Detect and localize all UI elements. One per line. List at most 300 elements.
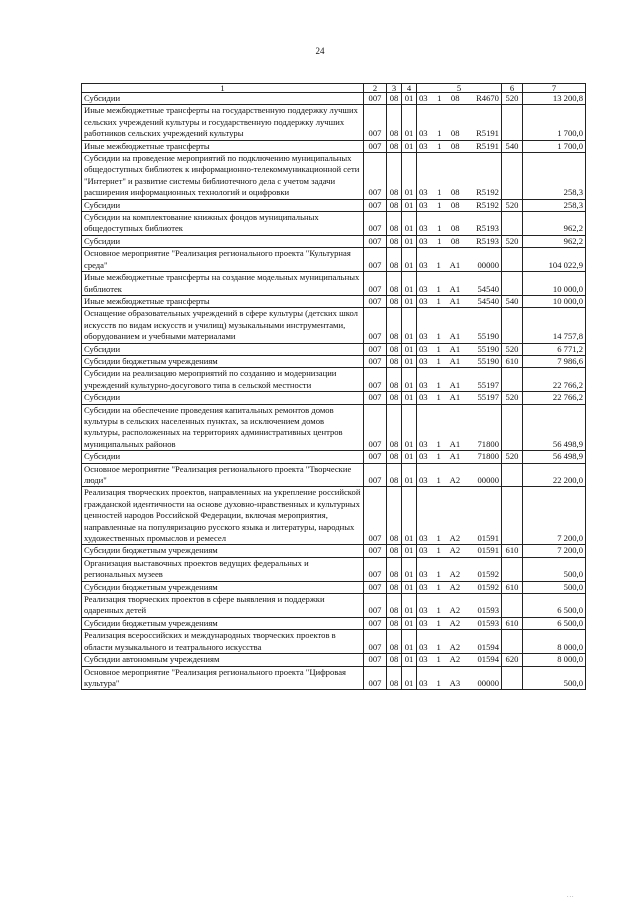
row-amount: 6 500,0 — [523, 594, 586, 618]
target-article-part: 1 — [436, 438, 441, 449]
row-code-ministry: 007 — [364, 594, 387, 618]
row-name: Реализация творческих проектов, направленных на укрепление российской гражданской идентичности на основе духовно-нравственных и культурных ценностей народов Российской Федерации, включая мероприятия, направленные на популяризацию русского языка и литературы, народных художественных промыслов и ремесел — [82, 487, 364, 545]
row-target-article — [417, 140, 502, 152]
target-article-part: 03 — [419, 93, 428, 103]
table-row — [82, 617, 586, 629]
target-article-part: 01592 — [477, 569, 499, 580]
row-target-article — [417, 93, 502, 105]
row-code-subsection: 01 — [402, 355, 417, 367]
row-amount: 10 000,0 — [523, 295, 586, 307]
row-code-subsection: 01 — [402, 392, 417, 404]
target-article-part: 03 — [419, 605, 428, 616]
table-row — [82, 463, 586, 487]
target-article-part: R5193 — [476, 223, 499, 234]
row-amount: 7 986,6 — [523, 355, 586, 367]
row-target-article — [417, 295, 502, 307]
row-code-ministry: 007 — [364, 451, 387, 463]
row-code-subsection: 01 — [402, 617, 417, 629]
row-target-article — [417, 272, 502, 296]
table-row — [82, 630, 586, 654]
target-article-part: 03 — [419, 199, 428, 210]
target-article-part: 03 — [419, 235, 428, 246]
row-name: Реализация творческих проектов в сфере выявления и поддержки одаренных детей — [82, 594, 364, 618]
target-article-parts — [417, 451, 501, 462]
budget-table — [81, 83, 586, 690]
target-article-part: A1 — [449, 451, 461, 462]
table-row — [82, 368, 586, 392]
row-amount: 56 498,9 — [523, 404, 586, 451]
header-cell: 1 — [82, 84, 364, 93]
target-article-part: R5191 — [476, 140, 499, 151]
row-code-section: 08 — [387, 617, 402, 629]
target-article-part: 1 — [436, 475, 441, 485]
row-expense-type — [502, 630, 523, 654]
target-article-part: 1 — [436, 533, 441, 544]
row-expense-type: 610 — [502, 355, 523, 367]
target-article-part: 03 — [419, 677, 428, 688]
target-article-part: R5193 — [476, 235, 499, 246]
target-article-part: 1 — [436, 259, 441, 270]
row-target-article — [417, 617, 502, 629]
target-article-part: 1 — [436, 677, 441, 688]
row-code-subsection: 01 — [402, 463, 417, 487]
row-code-ministry: 007 — [364, 355, 387, 367]
table-row — [82, 199, 586, 211]
row-amount: 6 500,0 — [523, 617, 586, 629]
target-article-part: 1 — [436, 283, 441, 294]
row-code-ministry: 007 — [364, 212, 387, 236]
row-name: Субсидии на проведение мероприятий по подключению муниципальных общедоступных библиотек к информационно-телекоммуникационной сети "Интернет" и развитие системы библиотечного дела с учетом задачи расширения информационных технологий и оцифровки — [82, 153, 364, 200]
table-row — [82, 308, 586, 343]
row-name: Основное мероприятие "Реализация регионального проекта "Культурная среда" — [82, 248, 364, 272]
row-expense-type — [502, 212, 523, 236]
table-row — [82, 487, 586, 545]
row-amount: 22 766,2 — [523, 392, 586, 404]
row-code-ministry: 007 — [364, 581, 387, 593]
row-code-ministry: 007 — [364, 199, 387, 211]
row-expense-type: 620 — [502, 654, 523, 666]
row-target-article — [417, 212, 502, 236]
row-code-subsection: 01 — [402, 368, 417, 392]
row-expense-type — [502, 308, 523, 343]
row-name: Субсидии — [82, 451, 364, 463]
target-article-parts — [417, 200, 501, 211]
target-article-part: 08 — [450, 140, 460, 151]
target-article-part: 1 — [436, 617, 441, 628]
row-expense-type — [502, 594, 523, 618]
row-target-article — [417, 666, 502, 690]
row-name: Субсидии — [82, 343, 364, 355]
row-code-section: 08 — [387, 630, 402, 654]
target-article-part: A2 — [449, 605, 461, 616]
row-code-section: 08 — [387, 212, 402, 236]
row-amount: 8 000,0 — [523, 654, 586, 666]
table-row — [82, 654, 586, 666]
table-row — [82, 140, 586, 152]
target-article-part: A2 — [449, 533, 461, 544]
target-article-parts — [417, 569, 501, 580]
row-code-ministry: 007 — [364, 666, 387, 690]
row-target-article — [417, 308, 502, 343]
target-article-part: 01591 — [477, 545, 499, 556]
target-article-part: A2 — [449, 617, 461, 628]
header-cell: 7 — [523, 84, 586, 93]
row-expense-type: 610 — [502, 545, 523, 557]
row-amount: 56 498,9 — [523, 451, 586, 463]
target-article-parts — [417, 331, 501, 342]
row-code-subsection: 01 — [402, 93, 417, 105]
header-cell: 3 — [387, 84, 402, 93]
target-article-part: A1 — [449, 379, 461, 390]
row-name: Иные межбюджетные трансферты — [82, 295, 364, 307]
target-article-part: 1 — [437, 140, 442, 151]
header-cell: 2 — [364, 84, 387, 93]
target-article-part: A1 — [449, 331, 461, 342]
target-article-part: 03 — [419, 379, 428, 390]
row-code-ministry: 007 — [364, 654, 387, 666]
row-expense-type — [502, 248, 523, 272]
row-expense-type: 520 — [502, 93, 523, 105]
row-code-subsection: 01 — [402, 295, 417, 307]
row-expense-type — [502, 463, 523, 487]
target-article-part: 1 — [437, 187, 442, 198]
row-expense-type: 520 — [502, 392, 523, 404]
row-amount: 7 200,0 — [523, 545, 586, 557]
row-amount: 14 757,8 — [523, 308, 586, 343]
row-expense-type: 520 — [502, 199, 523, 211]
target-article-part: 03 — [419, 392, 428, 403]
row-target-article — [417, 343, 502, 355]
page-number: 24 — [315, 46, 325, 56]
target-article-parts — [417, 642, 501, 653]
row-code-section: 08 — [387, 199, 402, 211]
row-name: Иные межбюджетные трансферты — [82, 140, 364, 152]
row-expense-type: 540 — [502, 295, 523, 307]
target-article-part: 03 — [419, 475, 428, 485]
row-target-article — [417, 545, 502, 557]
header-cell: 4 — [402, 84, 417, 93]
row-code-ministry: 007 — [364, 368, 387, 392]
target-article-part: A2 — [449, 581, 461, 592]
target-article-parts — [417, 618, 501, 629]
target-article-part: R4670 — [476, 93, 499, 103]
row-code-subsection: 01 — [402, 343, 417, 355]
table-row — [82, 153, 586, 200]
row-code-ministry: 007 — [364, 630, 387, 654]
table-row — [82, 392, 586, 404]
row-code-subsection: 01 — [402, 557, 417, 581]
target-article-part: 55190 — [477, 331, 499, 342]
target-article-part: 03 — [419, 223, 428, 234]
target-article-part: 03 — [419, 187, 428, 198]
row-target-article — [417, 630, 502, 654]
target-article-part: R5192 — [476, 187, 499, 198]
target-article-part: 1 — [437, 199, 442, 210]
target-article-part: 1 — [436, 331, 441, 342]
target-article-part: 55197 — [477, 379, 499, 390]
row-code-subsection: 01 — [402, 654, 417, 666]
row-amount: 6 771,2 — [523, 343, 586, 355]
target-article-part: 03 — [419, 581, 428, 592]
target-article-part: 03 — [419, 545, 428, 556]
target-article-part: 03 — [419, 438, 428, 449]
row-code-subsection: 01 — [402, 666, 417, 690]
row-code-subsection: 01 — [402, 487, 417, 545]
table-row — [82, 248, 586, 272]
row-code-ministry: 007 — [364, 140, 387, 152]
row-code-section: 08 — [387, 487, 402, 545]
target-article-part: 08 — [450, 187, 460, 198]
row-name: Субсидии бюджетным учреждениям — [82, 355, 364, 367]
row-target-article — [417, 404, 502, 451]
target-article-part: 03 — [419, 569, 428, 580]
row-target-article — [417, 654, 502, 666]
target-article-part: 55190 — [477, 343, 499, 354]
target-article-part: 08 — [450, 93, 460, 103]
row-code-subsection: 01 — [402, 451, 417, 463]
row-code-ministry: 007 — [364, 93, 387, 105]
target-article-part: 54540 — [477, 283, 499, 294]
target-article-part: 1 — [436, 569, 441, 580]
row-target-article — [417, 368, 502, 392]
target-article-part: 01591 — [477, 533, 499, 544]
row-code-ministry: 007 — [364, 308, 387, 343]
row-name: Субсидии бюджетным учреждениям — [82, 617, 364, 629]
target-article-part: R5191 — [476, 128, 499, 139]
row-amount: 1 700,0 — [523, 105, 586, 140]
target-article-part: 1 — [436, 355, 441, 366]
target-article-part: A1 — [449, 259, 461, 270]
row-code-subsection: 01 — [402, 308, 417, 343]
row-expense-type: 610 — [502, 617, 523, 629]
table-row — [82, 343, 586, 355]
row-amount: 962,2 — [523, 235, 586, 247]
row-code-section: 08 — [387, 557, 402, 581]
row-amount: 258,3 — [523, 199, 586, 211]
target-article-parts — [417, 545, 501, 556]
row-code-subsection: 01 — [402, 594, 417, 618]
row-code-section: 08 — [387, 463, 402, 487]
row-expense-type — [502, 666, 523, 690]
row-amount: 500,0 — [523, 581, 586, 593]
row-expense-type — [502, 105, 523, 140]
target-article-part: A2 — [449, 545, 461, 556]
target-article-part: 1 — [437, 223, 442, 234]
row-amount: 962,2 — [523, 212, 586, 236]
row-amount: 8 000,0 — [523, 630, 586, 654]
table-row — [82, 235, 586, 247]
row-name: Субсидии на реализацию мероприятий по созданию и модернизации учреждений культурно-досугового типа в сельской местности — [82, 368, 364, 392]
row-name: Субсидии на комплектование книжных фондов муниципальных общедоступных библиотек — [82, 212, 364, 236]
row-code-ministry: 007 — [364, 463, 387, 487]
target-article-part: 08 — [450, 235, 460, 246]
target-article-parts — [417, 223, 501, 234]
table-row — [82, 545, 586, 557]
row-amount: 22 200,0 — [523, 463, 586, 487]
row-name: Субсидии бюджетным учреждениям — [82, 545, 364, 557]
row-expense-type — [502, 557, 523, 581]
target-article-parts — [417, 236, 501, 247]
row-target-article — [417, 355, 502, 367]
target-article-parts — [417, 296, 501, 307]
target-article-parts — [417, 439, 501, 450]
row-target-article — [417, 248, 502, 272]
table-header-row — [82, 84, 586, 93]
row-code-subsection: 01 — [402, 630, 417, 654]
target-article-parts — [417, 582, 501, 593]
table-row — [82, 295, 586, 307]
target-article-part: 01592 — [477, 581, 499, 592]
target-article-part: 03 — [419, 343, 428, 354]
row-code-section: 08 — [387, 404, 402, 451]
table-row — [82, 212, 586, 236]
row-name: Субсидии — [82, 235, 364, 247]
row-name: Организация выставочных проектов ведущих федеральных и региональных музеев — [82, 557, 364, 581]
row-code-section: 08 — [387, 392, 402, 404]
target-article-parts — [417, 605, 501, 616]
row-target-article — [417, 463, 502, 487]
target-article-parts — [417, 533, 501, 544]
row-expense-type — [502, 368, 523, 392]
target-article-part: 1 — [436, 581, 441, 592]
row-code-ministry: 007 — [364, 235, 387, 247]
row-code-section: 08 — [387, 272, 402, 296]
row-code-section: 08 — [387, 594, 402, 618]
target-article-part: 1 — [436, 343, 441, 354]
target-article-part: A1 — [449, 392, 461, 403]
target-article-part: 01593 — [477, 617, 499, 628]
target-article-part: A1 — [449, 295, 461, 306]
row-code-ministry: 007 — [364, 105, 387, 140]
target-article-parts — [417, 344, 501, 355]
row-expense-type: 540 — [502, 140, 523, 152]
target-article-part: 03 — [419, 654, 428, 665]
target-article-part: 1 — [436, 654, 441, 665]
target-article-part: A1 — [449, 283, 461, 294]
target-article-part: 1 — [437, 93, 442, 103]
row-target-article — [417, 581, 502, 593]
table-row — [82, 93, 586, 105]
target-article-part: 00000 — [477, 259, 499, 270]
row-target-article — [417, 451, 502, 463]
target-article-part: 55190 — [477, 355, 499, 366]
target-article-part: 03 — [419, 259, 428, 270]
row-name: Субсидии — [82, 93, 364, 105]
footer-mark: ... — [567, 893, 575, 899]
target-article-part: 1 — [436, 295, 441, 306]
target-article-part: 03 — [419, 295, 428, 306]
table-row — [82, 666, 586, 690]
row-expense-type — [502, 272, 523, 296]
table-row — [82, 581, 586, 593]
target-article-parts — [417, 93, 501, 104]
table-row — [82, 272, 586, 296]
row-name: Иные межбюджетные трансферты на создание модельных муниципальных библиотек — [82, 272, 364, 296]
target-article-parts — [417, 187, 501, 198]
target-article-part: 1 — [436, 641, 441, 652]
row-amount: 500,0 — [523, 666, 586, 690]
target-article-parts — [417, 284, 501, 295]
target-article-part: 00000 — [477, 677, 499, 688]
target-article-part: 01594 — [477, 654, 499, 665]
target-article-part: 1 — [436, 545, 441, 556]
target-article-part: A2 — [449, 569, 461, 580]
row-code-ministry: 007 — [364, 153, 387, 200]
row-code-ministry: 007 — [364, 404, 387, 451]
target-article-parts — [417, 380, 501, 391]
row-name: Субсидии автономным учреждениям — [82, 654, 364, 666]
row-code-section: 08 — [387, 355, 402, 367]
table-row — [82, 557, 586, 581]
target-article-part: A1 — [449, 438, 461, 449]
target-article-part: A2 — [449, 654, 461, 665]
target-article-part: A3 — [449, 677, 461, 688]
row-amount: 104 022,9 — [523, 248, 586, 272]
target-article-part: 01594 — [477, 641, 499, 652]
target-article-part: 00000 — [477, 475, 499, 485]
table-row — [82, 404, 586, 451]
row-code-ministry: 007 — [364, 343, 387, 355]
row-code-subsection: 01 — [402, 235, 417, 247]
row-code-section: 08 — [387, 451, 402, 463]
target-article-part: 1 — [436, 605, 441, 616]
target-article-part: 1 — [436, 392, 441, 403]
target-article-parts — [417, 678, 501, 689]
row-target-article — [417, 594, 502, 618]
row-code-subsection: 01 — [402, 212, 417, 236]
target-article-parts — [417, 392, 501, 403]
row-code-section: 08 — [387, 545, 402, 557]
target-article-part: 08 — [450, 128, 460, 139]
row-name: Иные межбюджетные трансферты на государственную поддержку лучших сельских учреждений культуры и государственную поддержку лучших работников сельских учреждений культуры — [82, 105, 364, 140]
target-article-part: 71800 — [477, 438, 499, 449]
target-article-part: 1 — [437, 128, 442, 139]
row-target-article — [417, 487, 502, 545]
row-target-article — [417, 153, 502, 200]
row-amount: 258,3 — [523, 153, 586, 200]
row-target-article — [417, 392, 502, 404]
row-code-section: 08 — [387, 343, 402, 355]
row-code-ministry: 007 — [364, 545, 387, 557]
target-article-parts — [417, 654, 501, 665]
row-name: Основное мероприятие "Реализация регионального проекта "Цифровая культура" — [82, 666, 364, 690]
row-expense-type: 520 — [502, 343, 523, 355]
target-article-part: 01593 — [477, 605, 499, 616]
row-name: Основное мероприятие "Реализация регионального проекта "Творческие люди" — [82, 463, 364, 487]
target-article-part: 08 — [450, 223, 460, 234]
row-code-section: 08 — [387, 105, 402, 140]
target-article-part: A2 — [449, 475, 461, 485]
row-code-section: 08 — [387, 368, 402, 392]
row-name: Субсидии на обеспечение проведения капитальных ремонтов домов культуры в сельских населенных пунктах, за исключением домов культуры, расположенных на территориях административных центров муниципальных районов — [82, 404, 364, 451]
target-article-part: 03 — [419, 355, 428, 366]
row-code-subsection: 01 — [402, 140, 417, 152]
target-article-part: 03 — [419, 140, 428, 151]
row-expense-type — [502, 404, 523, 451]
row-code-subsection: 01 — [402, 272, 417, 296]
target-article-part: 03 — [419, 451, 428, 462]
row-target-article — [417, 235, 502, 247]
row-amount: 10 000,0 — [523, 272, 586, 296]
target-article-part: 03 — [419, 331, 428, 342]
row-code-section: 08 — [387, 93, 402, 105]
row-expense-type: 520 — [502, 451, 523, 463]
target-article-part: R5192 — [476, 199, 499, 210]
header-cell: 6 — [502, 84, 523, 93]
row-code-section: 08 — [387, 140, 402, 152]
row-amount: 1 700,0 — [523, 140, 586, 152]
target-article-part: 03 — [419, 617, 428, 628]
